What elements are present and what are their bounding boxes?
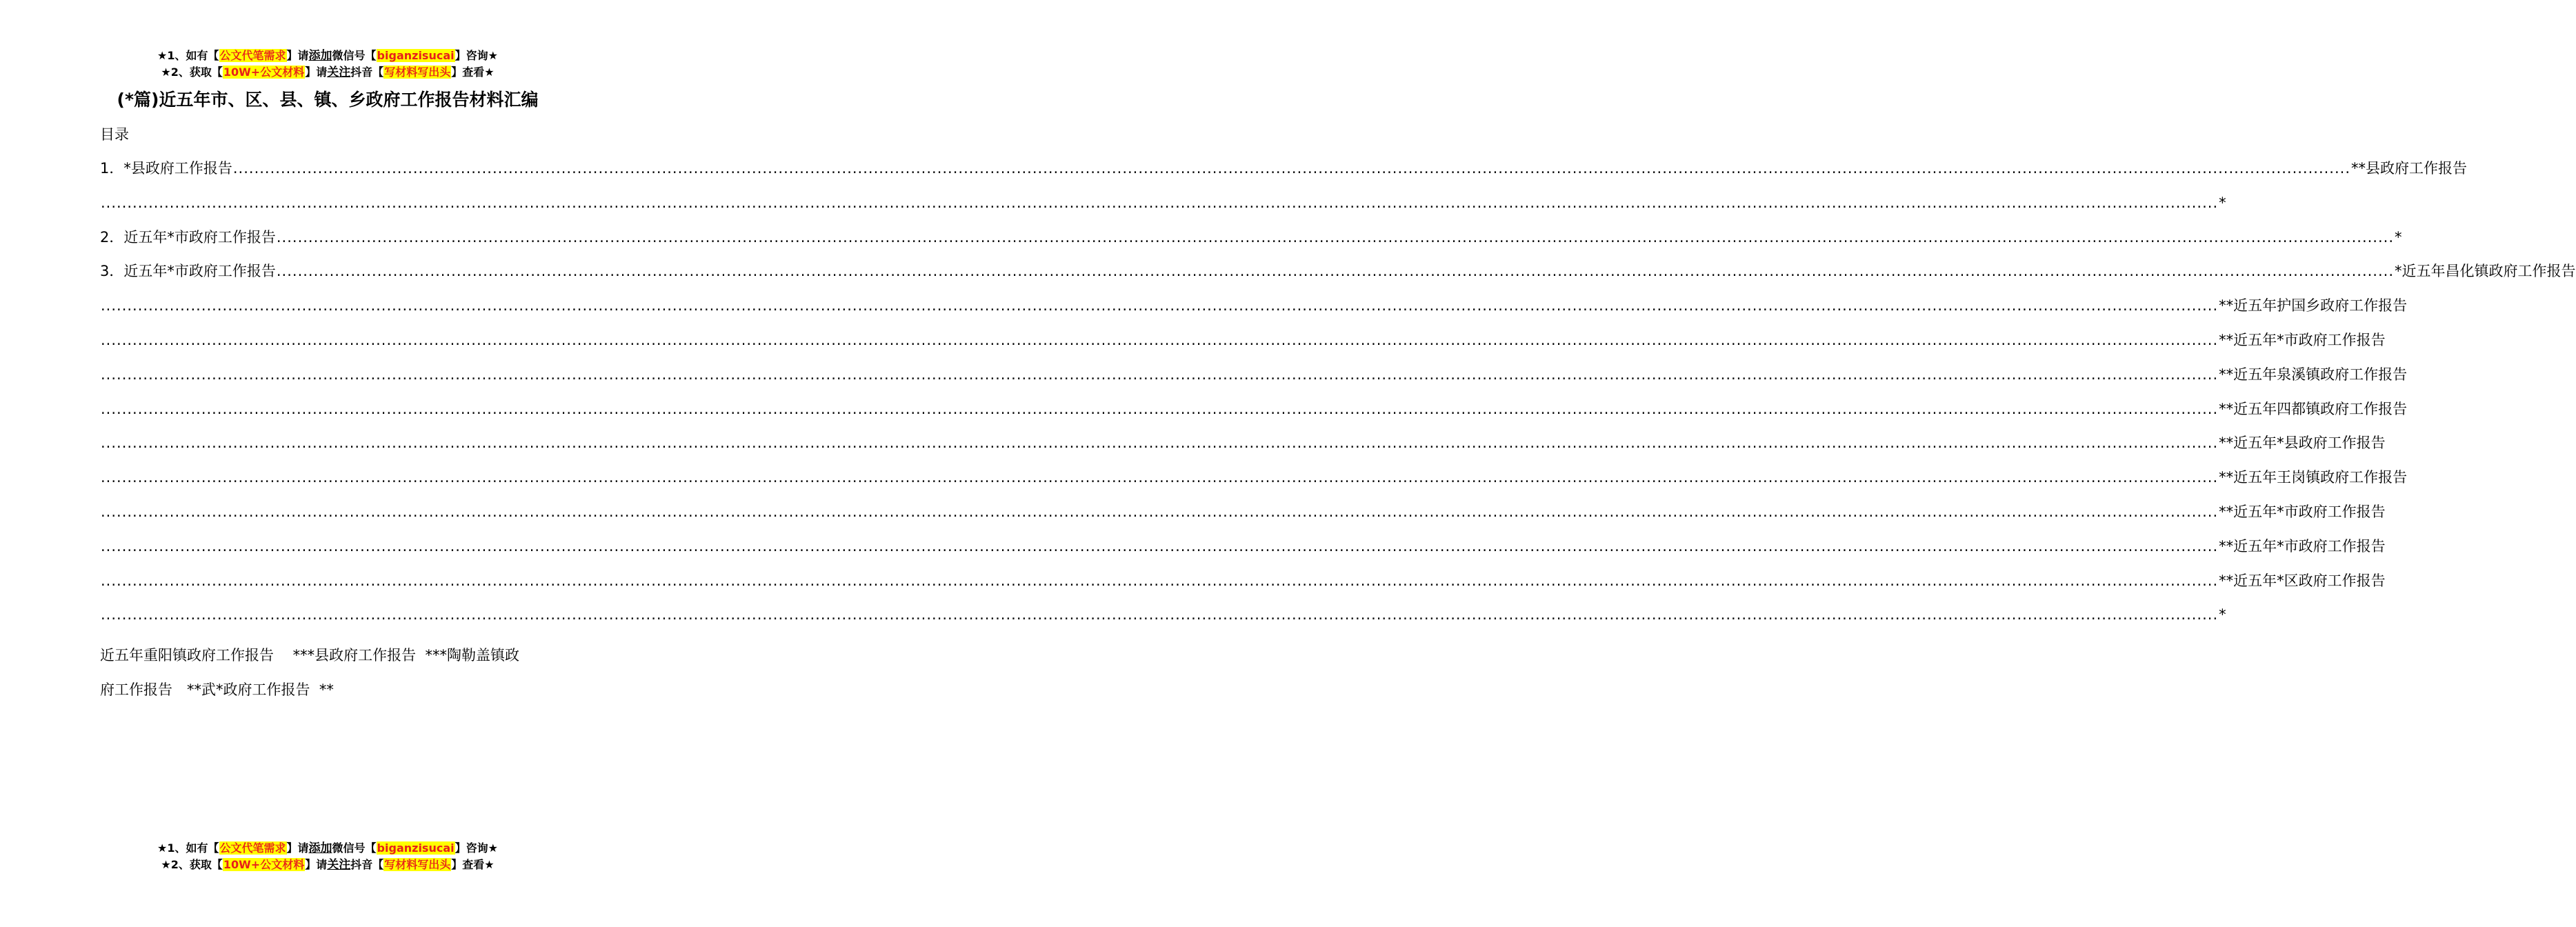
highlight-materials: 10W+公文材料 xyxy=(223,858,305,871)
toc-entry[interactable] xyxy=(100,536,2386,570)
toc-entry[interactable] xyxy=(100,295,2408,330)
highlight-materials: 10W+公文材料 xyxy=(223,66,305,79)
toc-entry[interactable] xyxy=(100,227,2402,261)
toc-dot-leader: ................................................................................................................................................................................................................................................................................................................................................................................................................ xyxy=(101,606,2219,624)
toc-entry-right: **近五年护国乡政府工作报告 xyxy=(2219,297,2408,315)
banner-underlined: 关注 xyxy=(327,66,351,79)
toc-entry[interactable] xyxy=(100,261,2576,295)
toc-dot-leader: ................................................................................................................................................................................................................................................................................................................................................................................................................ xyxy=(101,366,2219,383)
table-of-contents xyxy=(100,158,2576,639)
highlight-wechat-id: biganzisucai xyxy=(377,49,455,62)
tail-line-2: 府工作报告 **武*政府工作报告 ** xyxy=(100,681,334,698)
toc-entry[interactable] xyxy=(100,467,2408,501)
toc-dot-leader: ................................................................................................................................................................................................................................................................................................................................................................................................................ xyxy=(101,503,2219,520)
highlight-douyin: 写材料写出头 xyxy=(384,66,451,79)
banner-line-2 xyxy=(0,64,655,81)
toc-entry-right: **近五年王岗镇政府工作报告 xyxy=(2219,469,2408,486)
banner-line-1 xyxy=(0,840,655,857)
banner-line-2 xyxy=(0,857,655,873)
banner-underlined: 添加 xyxy=(308,49,332,63)
banner-text: 】咨询★ xyxy=(455,841,498,855)
toc-entry-right: * xyxy=(2395,228,2402,246)
toc-entry[interactable] xyxy=(100,364,2408,399)
highlight-wechat-id: biganzisucai xyxy=(377,841,455,855)
toc-entry[interactable] xyxy=(100,604,2226,639)
banner-text: 】咨询★ xyxy=(455,49,498,62)
toc-entry-right: **近五年四都镇政府工作报告 xyxy=(2219,400,2408,417)
toc-entry-right: * xyxy=(2219,194,2226,211)
toc-entry-right: *近五年昌化镇政府工作报告 xyxy=(2395,263,2576,280)
toc-entry[interactable] xyxy=(100,432,2386,467)
toc-heading: 目录 xyxy=(100,126,129,143)
banner-text: ★1、如有【 xyxy=(157,841,219,855)
banner-text: 】查看★ xyxy=(451,858,495,871)
footer-banner xyxy=(0,840,655,873)
toc-dot-leader: ................................................................................................................................................................................................................................................................................................................................................................................................................ xyxy=(101,194,2219,211)
toc-entry-right: **近五年泉溪镇政府工作报告 xyxy=(2219,366,2408,383)
highlight-service: 公文代笔需求 xyxy=(219,841,286,855)
toc-entry-left: 1．*县政府工作报告 xyxy=(100,160,232,177)
header-banner xyxy=(0,48,655,81)
banner-text: 抖音【 xyxy=(350,858,384,871)
toc-entry-left: 3．近五年*市政府工作报告 xyxy=(100,263,276,280)
toc-dot-leader: ................................................................................................................................................................................................................................................................................................................................................................................................................ xyxy=(101,435,2219,452)
toc-entry-right: **县政府工作报告 xyxy=(2351,160,2467,177)
banner-text: 微信号【 xyxy=(332,841,377,855)
banner-text: 微信号【 xyxy=(332,49,377,62)
banner-underlined: 关注 xyxy=(327,858,351,872)
banner-underlined: 添加 xyxy=(308,841,332,855)
toc-entry[interactable] xyxy=(100,570,2386,605)
banner-text: 】请 xyxy=(305,66,328,79)
document-title: (*篇)近五年市、区、县、镇、乡政府工作报告材料汇编 xyxy=(117,90,539,110)
toc-entry-right: **近五年*市政府工作报告 xyxy=(2219,503,2386,520)
banner-text: ★2、获取【 xyxy=(161,858,223,871)
toc-dot-leader: ................................................................................................................................................................................................................................................................................................................................................................................................................ xyxy=(101,469,2219,486)
toc-dot-leader: ................................................................................................................................................................................................................................................................................................................................................................................................................ xyxy=(101,572,2219,589)
toc-dot-leader: ................................................................................................................................................................................................................................................................................................................................................................................................................ xyxy=(101,331,2219,348)
toc-tail-text xyxy=(100,638,583,707)
banner-text: 】查看★ xyxy=(451,66,495,79)
tail-line-1: 近五年重阳镇政府工作报告 ***县政府工作报告 ***陶勒盖镇政 xyxy=(100,647,520,664)
toc-dot-leader: ................................................................................................................................................................................................................................................................................................................................................................................................................ xyxy=(101,537,2219,555)
banner-text: 】请 xyxy=(286,841,309,855)
toc-entry[interactable] xyxy=(100,192,2226,227)
toc-dot-leader: ................................................................................................................................................................................................................................................................................................................................................................................................................ xyxy=(232,160,2350,177)
toc-entry-right: **近五年*市政府工作报告 xyxy=(2219,331,2386,348)
banner-text: 抖音【 xyxy=(350,66,384,79)
banner-text: 】请 xyxy=(305,858,328,871)
highlight-douyin: 写材料写出头 xyxy=(384,858,451,871)
banner-text: ★2、获取【 xyxy=(161,66,223,79)
highlight-service: 公文代笔需求 xyxy=(219,49,286,62)
banner-text: 】请 xyxy=(286,49,309,62)
toc-entry-right: **近五年*县政府工作报告 xyxy=(2219,435,2386,452)
toc-dot-leader: ................................................................................................................................................................................................................................................................................................................................................................................................................ xyxy=(276,263,2394,280)
toc-dot-leader: ................................................................................................................................................................................................................................................................................................................................................................................................................ xyxy=(101,297,2219,315)
toc-entry[interactable] xyxy=(100,399,2408,433)
toc-entry[interactable] xyxy=(100,501,2386,536)
toc-dot-leader: ................................................................................................................................................................................................................................................................................................................................................................................................................ xyxy=(276,228,2394,246)
toc-entry-right: **近五年*区政府工作报告 xyxy=(2219,572,2386,589)
banner-line-1 xyxy=(0,48,655,64)
toc-dot-leader: ................................................................................................................................................................................................................................................................................................................................................................................................................ xyxy=(101,400,2219,417)
toc-entry-right: * xyxy=(2219,606,2226,624)
toc-entry-left: 2．近五年*市政府工作报告 xyxy=(100,228,276,246)
toc-entry[interactable] xyxy=(100,158,2467,192)
toc-entry-right: **近五年*市政府工作报告 xyxy=(2219,537,2386,555)
toc-entry[interactable] xyxy=(100,330,2386,364)
banner-text: ★1、如有【 xyxy=(157,49,219,62)
